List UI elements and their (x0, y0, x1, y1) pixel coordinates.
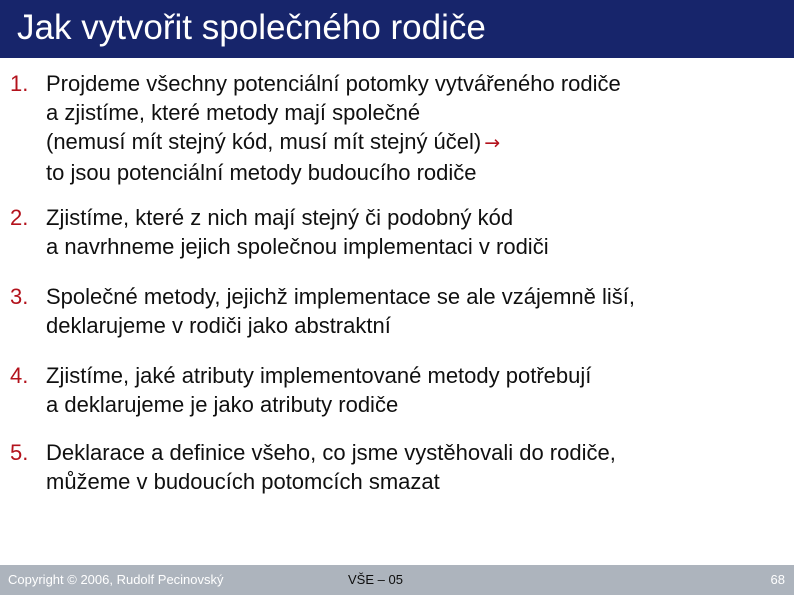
item-number: 4. (10, 363, 29, 388)
item-line: to jsou potenciální metody budoucího rodiče (46, 160, 477, 185)
item-line (46, 127, 776, 158)
item-number: 1. (10, 71, 29, 96)
copyright-text: Copyright © 2006, Rudolf Pecinovský (8, 572, 224, 587)
page-number: 68 (770, 572, 785, 587)
item-number: 2. (10, 205, 29, 230)
slide-title: Jak vytvořit společného rodiče (17, 8, 486, 47)
item-text (46, 438, 776, 496)
item-line-text: (nemusí mít stejný kód, musí mít stejný účel) (46, 129, 482, 154)
item-text (46, 282, 776, 340)
item-number: 5. (10, 440, 29, 465)
item-line: Zjistíme, které z nich mají stejný či podobný kód (46, 205, 514, 230)
item-line: Projdeme všechny potenciální potomky vytvářeného rodiče (46, 71, 621, 96)
right-arrow-icon: → (484, 132, 501, 154)
item-line: Společné metody, jejichž implementace se ale vzájemně liší, (46, 284, 635, 309)
course-label: VŠE – 05 (348, 572, 403, 587)
item-line: a navrhneme jejich společnou implementaci v rodiči (46, 234, 549, 259)
footer-bar (0, 565, 794, 595)
item-line: deklarujeme v rodiči jako abstraktní (46, 313, 391, 338)
item-number: 3. (10, 284, 29, 309)
item-text (46, 69, 776, 187)
item-text (46, 361, 776, 419)
item-line: a zjistíme, které metody mají společné (46, 100, 421, 125)
item-line: můžeme v budoucích potomcích smazat (46, 469, 440, 494)
item-line: a deklarujeme je jako atributy rodiče (46, 392, 399, 417)
item-line: Deklarace a definice všeho, co jsme vystěhovali do rodiče, (46, 440, 616, 465)
item-text (46, 203, 776, 261)
item-line: Zjistíme, jaké atributy implementované metody potřebují (46, 363, 592, 388)
